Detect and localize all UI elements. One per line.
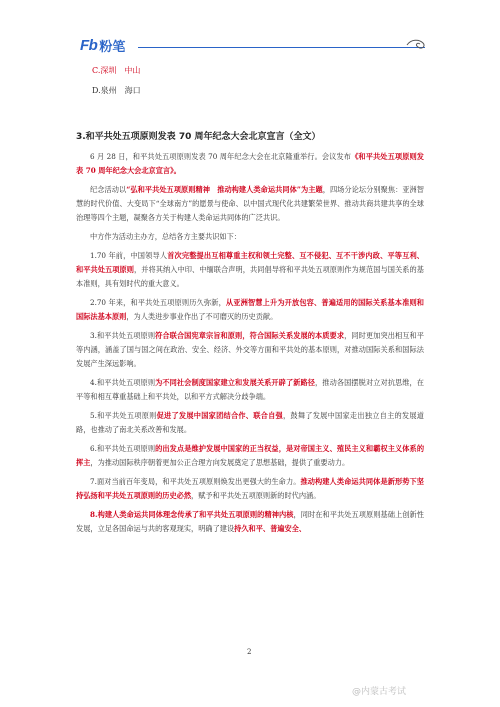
option-d: D.泉州 海口 (92, 86, 141, 95)
highlight-text: 的出发点是维护发展中国家的正当权益，是对帝国主义、殖民主义和霸权主义体系的挥主 (76, 444, 425, 467)
paragraph-text: 6 月 28 日，和平共处五项原则发表 70 周年纪念大会在北京隆重举行。会议发布 (90, 152, 352, 161)
paragraph-text: ，同时更加突出相互和平等内涵，涵盖了国与国之间在政治、安全、经济、外交等方面和平共处的基本原则，对推动国际关系和国际法发展产生深远影响。 (76, 331, 424, 368)
highlight-text: 《和平共处五项原则发表 70 周年纪念大会北京宣言》。 (76, 152, 424, 175)
highlight-text: 构建人类命运共同体理念传承了和平共处五项原则的精神内核 (97, 510, 294, 519)
paragraph-text: 纪念活动以 (90, 185, 127, 194)
paragraph (76, 442, 424, 470)
article-body (76, 150, 424, 541)
highlight-text: 促进了发展中国家团结合作、联合自强 (156, 411, 283, 420)
highlight-text: 推动构建人类命运共同体是新形势下坚持弘扬和平共处五项原则的历史必然 (76, 477, 424, 500)
paragraph (76, 508, 424, 536)
paragraph (76, 249, 424, 291)
paragraph-text: ，推动各国摆脱对立对抗思维，在平等和相互尊重基础上和平共处，以和平方式解决分歧争端。 (76, 378, 424, 401)
highlight-text: “弘和平共处五项原则精神 推动构建人类命运共同体”为主题 (126, 185, 323, 194)
paragraph-text: 4.和平共处五项原则 (90, 378, 156, 387)
paragraph-text: ，同时在和平共处五项原则基础上创新性发展，立足各国命运与共的客观现实，明确了建设 (76, 510, 424, 533)
paragraph-text: 中方作为活动主办方，总结各方主要共识如下： (90, 232, 241, 241)
highlight-text: 8. (90, 510, 98, 519)
paragraph (76, 296, 424, 324)
paragraph (76, 329, 424, 371)
paragraph-text: ，鼓舞了发展中国家走出独立自主的发展道路，也推动了南北关系改善和发展。 (76, 411, 424, 434)
paragraph (76, 150, 424, 178)
brand-logo (80, 36, 125, 55)
highlight-text: 为不同社会制度国家建立和发展关系开辟了新路径 (155, 378, 316, 387)
highlight-text: 首次完整提出互相尊重主权和领土完整、互不侵犯、互不干涉内政、平等互利、和平共处五项原则 (76, 251, 424, 274)
logo-mark: Fb (80, 37, 98, 54)
highlight-text: 持久和平、普遍安全、 (234, 524, 307, 533)
paperclip-icon (405, 38, 427, 52)
paragraph-text: 5.和平共处五项原则 (90, 411, 157, 420)
paragraph-text: ，并将其纳入中印、中缅联合声明，共同倡导将和平共处五项原则作为规范国与国关系的基本准则，具有划时代的重大意义。 (76, 265, 424, 288)
header-rule (138, 47, 425, 48)
paragraph-text: 3.和平共处五项原则 (90, 331, 156, 340)
logo-text: 粉笔 (99, 40, 126, 55)
paragraph-text: ，赋予和平共处五项原则新的时代内涵。 (191, 491, 321, 500)
paragraph (76, 183, 424, 225)
paragraph-text: 6.和平共处五项原则 (90, 444, 156, 453)
paragraph-text: 2.70 年来，和平共处五项原则历久弥新， (90, 298, 226, 307)
section-title: 3.和平共处五项原则发表 70 周年纪念大会北京宣言（全文） (76, 132, 321, 142)
highlight-text: 从亚洲智慧上升为开放包容、普遍适用的国际关系基本准则和国际法基本原则 (76, 298, 424, 321)
watermark: @内蒙古考试 (352, 687, 407, 697)
paragraph (76, 376, 424, 404)
page-number: 2 (247, 648, 252, 656)
paragraph (76, 409, 424, 437)
option-c: C.深圳 中山 (92, 66, 141, 75)
paragraph-text: ，为推动国际秩序朝着更加公正合理方向发展奠定了思想基础，提供了重要动力。 (90, 458, 350, 467)
page-header (80, 36, 425, 56)
paragraph-text: 7.面对当前百年变局，和平共处五项原则焕发出更强大的生命力。 (90, 477, 301, 486)
highlight-text: 符合联合国宪章宗旨和原则，符合国际关系发展的本质要求 (155, 331, 345, 340)
paragraph (76, 230, 424, 244)
paragraph-text: ，为人类进步事业作出了不可磨灭的历史贡献。 (126, 312, 278, 321)
paragraph-text: ，四场分论坛分别聚焦：亚洲智慧的时代价值、大变局下“全球南方”的愿景与使命、以中国式现代化共建繁荣世界、推动共商共建共享的全球治理等四个主题，凝聚各方关于构建人类命运共同体的广泛共识。 (76, 185, 424, 222)
paragraph-text: 1.70 年前，中国领导人 (90, 251, 168, 260)
paragraph (76, 475, 424, 503)
